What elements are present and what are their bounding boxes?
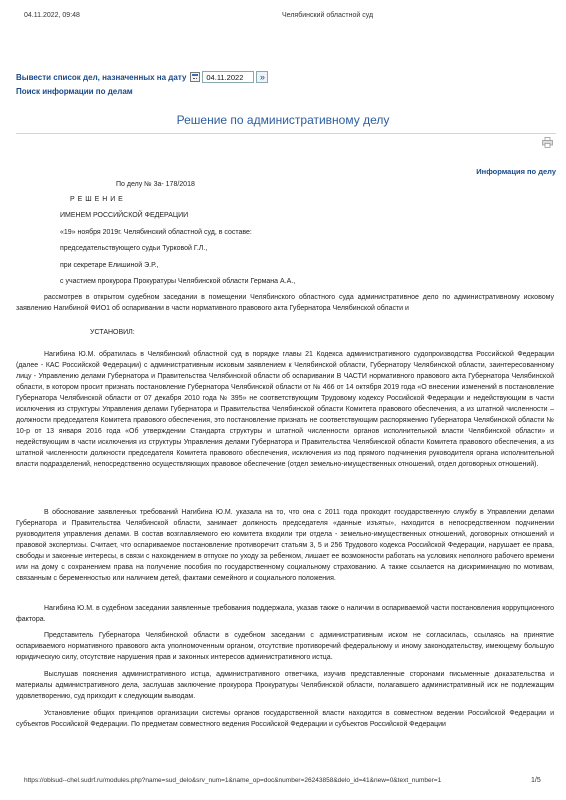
print-footer-page: 1/5 — [531, 777, 541, 784]
paragraph-governor-rep: Представитель Губернатора Челябинской области в судебном заседании с административным иском не согласилась, ссылаясь на принятие оспариваемого нормативного правового акта уполномоченным органом, отсутствие противоречий федеральному и иному законодательству, имеющему большую юридическую силу, отсутствие нарушения прав и законных интересов административного истца. — [16, 632, 554, 661]
paragraph-hearing: Нагибина Ю.М. в судебном заседании заявленные требования поддержала, указав также о наличии в оспариваемой части постановления коррупционного фактора. — [16, 605, 554, 623]
print-site-name: Челябинский областной суд — [282, 12, 374, 19]
title-divider — [16, 133, 556, 134]
printer-icon[interactable] — [542, 137, 553, 148]
date-search-label: Вывести список дел, назначенных на дату — [16, 72, 187, 82]
established-heading: УСТАНОВИЛ: — [90, 329, 135, 336]
paragraph-grounds: В обоснование заявленных требований Нагибина Ю.М. указала на то, что она с 2011 года проходит государственную службу в Управлении делами Губернатора и Правительства Челябинской области, занимает должность председателя «данные изъяты», находится в непосредственном подчинении руководителя управления делами. В состав возглавляемого ею комитета входили три отдела - земельно-имущественных отношений, договорных отношений и правовой экспертизы. Считает, что оспариваемое постановление противоречит статьям 3, 5 и 256 Трудового кодекса Российской Федерации, нарушает ее права, свободы и законные интересы, в связи с нахождением в отпуске по уходу за ребенком, лишает ее возможности работать на условиях неполного рабочего времени или на дому с сохранением права на получение пособия по государственному социальному страхованию. А также ссылается на дискриминацию по мотивам, связанным с беременностью или наличием детей, фактами семейного и социального положения. — [16, 509, 554, 582]
case-info-link[interactable]: Информация по делу — [476, 167, 556, 176]
paragraph-claim: Нагибина Ю.М. обратилась в Челябинский областной суд в порядке главы 21 Кодекса административного судопроизводства Российской Федерации (далее - КАС Российской Федерации) с административным исковым заявлением к Челябинской области, Губернатору Челябинской области, заинтересованному лицу - Управлению делами Губернатора и Правительства Челябинской области об оспаривании В ЧАСТИ нормативного правового акта Губернатора Челябинской области, в котором просит признать постановление Губернатора Челябинской области от № 466 от 14 октября 2019 года «О внесении изменений в постановление Губернатора Челябинской области от 07 декабря 2010 года № 395» не соответствующим Трудовому кодексу Российской Федерации и недействующим в части исключения из структуры Управления делами Губернатора и Правительства Челябинской области Комитета правового обеспечения, а из штатной численности – должности председателя Комитета правового обеспечения, это постановление признать не соответствующим распоряжению Губернатора Челябинской области № 10-р от 13 января 2016 года «Об утверждении Стандарта структуры и штатной численности органов исполнительной власти Челябинской области» и недействующим в части исключения из структуры Управления делами Губернатора и Правительства Челябинской области Комитета правового обеспечения, а из штатной численности должности председателя Комитета правового обеспечения, исключения из под прямого подчинения руководителя органа исполнительной власти подразделений, непосредственно осуществляющих правовое обеспечение (отдел земельно-имущественных отношений, отдел договорных отношений). — [16, 351, 554, 468]
secretary-line: при секретаре Елишиной Э.Р., — [60, 262, 159, 269]
case-search-link[interactable]: Поиск информации по делам — [16, 87, 133, 96]
presiding-judge-line: председательствующего судьи Турковой Г.Л., — [60, 245, 208, 252]
case-number: По делу № 3а- 178/2018 — [116, 181, 195, 188]
paragraph-principles: Установление общих принципов организации системы органов государственной власти находится в совместном ведении Российской Федерации и субъектов Российской Федерации. По предметам совместного ведения Российской Федерации и субъектов Российской Федерации — [16, 710, 554, 728]
print-footer-url: https://oblsud--chel.sudrf.ru/modules.php?name=sud_delo&srv_num=1&name_op=doc&number=26243858&delo_id=41&new=0&text_number=1 — [24, 777, 442, 784]
court-composition-line: «19» ноября 2019г. Челябинский областной суд, в составе: — [60, 229, 252, 236]
show-cases-button[interactable]: » — [256, 71, 268, 83]
calendar-icon[interactable] — [190, 72, 200, 82]
prosecutor-line: с участием прокурора Прокуратуры Челябинской области Германа А.А., — [60, 278, 296, 285]
in-name-of-rf: ИМЕНЕМ РОССИЙСКОЙ ФЕДЕРАЦИИ — [60, 212, 189, 219]
date-search-row — [16, 71, 268, 83]
date-input[interactable] — [202, 71, 254, 83]
page-title: Решение по административному делу — [176, 113, 390, 127]
considered-paragraph: рассмотрев в открытом судебном заседании в помещении Челябинского областного суда административное дело по административному исковому заявлению Нагибиной ФИО1 об оспаривании в части нормативного правового акта Губернатора Челябинской области и — [16, 294, 554, 312]
print-datetime: 04.11.2022, 09:48 — [24, 12, 80, 19]
decision-heading: Р Е Ш Е Н И Е — [70, 196, 124, 203]
paragraph-findings: Выслушав пояснения административного истца, административного ответчика, изучив представленные сторонами письменные доказательства и материалы административного дела, заслушав заключение прокурора Прокуратуры Челябинской области, полагавшего административный иск не подлежащим удовлетворению, суд приходит к следующим выводам. — [16, 671, 554, 700]
